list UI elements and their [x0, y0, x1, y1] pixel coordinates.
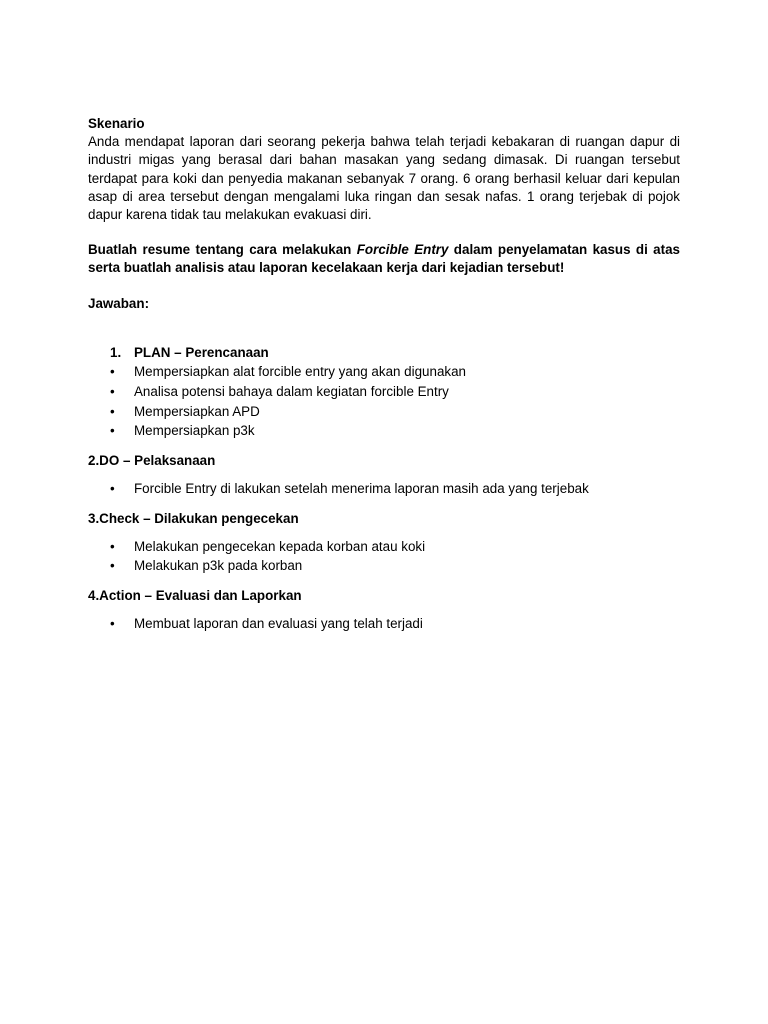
document-page	[88, 115, 680, 634]
section-title: 2.DO – Pelaksanaan	[88, 452, 216, 468]
list-item	[88, 402, 680, 422]
section-title-row	[88, 343, 680, 363]
list-item-text: Mempersiapkan APD	[134, 403, 260, 419]
bullet-list	[88, 479, 680, 499]
instruction-text-end: dalam penyelamatan kasus di atas serta buatlah analisis atau laporan kecelakaan kerja dari kejadian tersebut!	[88, 242, 680, 276]
list-item	[88, 537, 680, 557]
section-plan	[88, 343, 680, 441]
bullet-icon: •	[110, 558, 115, 574]
bullet-list	[88, 362, 680, 440]
bullet-icon: •	[110, 403, 115, 419]
bullet-list	[88, 614, 680, 634]
bullet-icon: •	[110, 364, 115, 380]
list-item	[88, 362, 680, 382]
list-item-text: Melakukan pengecekan kepada korban atau koki	[134, 538, 426, 554]
list-item	[88, 421, 680, 441]
list-item-text: Membuat laporan dan evaluasi yang telah terjadi	[134, 616, 423, 632]
bullet-icon: •	[110, 616, 115, 632]
list-item-text: Analisa potensi bahaya dalam kegiatan forcible Entry	[134, 384, 449, 400]
section-action	[88, 587, 680, 634]
scenario-body: Anda mendapat laporan dari seorang pekerja bahwa telah terjadi kebakaran di ruangan dapur di industri migas yang berasal dari bahan masakan yang sedang dimasak. Di ruangan tersebut terdapat para koki dan penyedia makanan sebanyak 7 orang. 6 orang berhasil keluar dari kepulan asap di area tersebut dengan mengalami luka ringan dan sesak nafas. 1 orang terjebak di pojok dapur karena tidak tau melakukan evakuasi diri.	[88, 134, 680, 223]
section-check	[88, 510, 680, 576]
bullet-icon: •	[110, 423, 115, 439]
section-title: PLAN – Perencanaan	[134, 344, 269, 360]
assignment-instruction	[88, 241, 680, 277]
scenario-heading: Skenario	[88, 116, 145, 131]
instruction-text-start: Buatlah resume tentang cara melakukan	[88, 242, 357, 258]
list-item	[88, 614, 680, 634]
list-item-text: Mempersiapkan alat forcible entry yang akan digunakan	[134, 364, 466, 380]
list-item-text: Melakukan p3k pada korban	[134, 558, 303, 574]
bullet-list	[88, 537, 680, 576]
answer-label: Jawaban:	[88, 295, 150, 311]
list-item	[88, 382, 680, 402]
bullet-icon: •	[110, 384, 115, 400]
list-item-text: Forcible Entry di lakukan setelah menerima laporan masih ada yang terjebak	[134, 481, 589, 496]
bullet-icon: •	[110, 481, 115, 496]
instruction-italic-term: Forcible Entry	[356, 242, 449, 258]
section-number: 1.	[110, 344, 122, 360]
section-title: 4.Action – Evaluasi dan Laporkan	[88, 587, 302, 603]
bullet-icon: •	[110, 538, 115, 554]
list-item	[88, 556, 680, 576]
section-do	[88, 452, 680, 499]
section-title: 3.Check – Dilakukan pengecekan	[88, 510, 299, 526]
list-item-text: Mempersiapkan p3k	[134, 423, 255, 439]
list-item	[88, 479, 680, 499]
